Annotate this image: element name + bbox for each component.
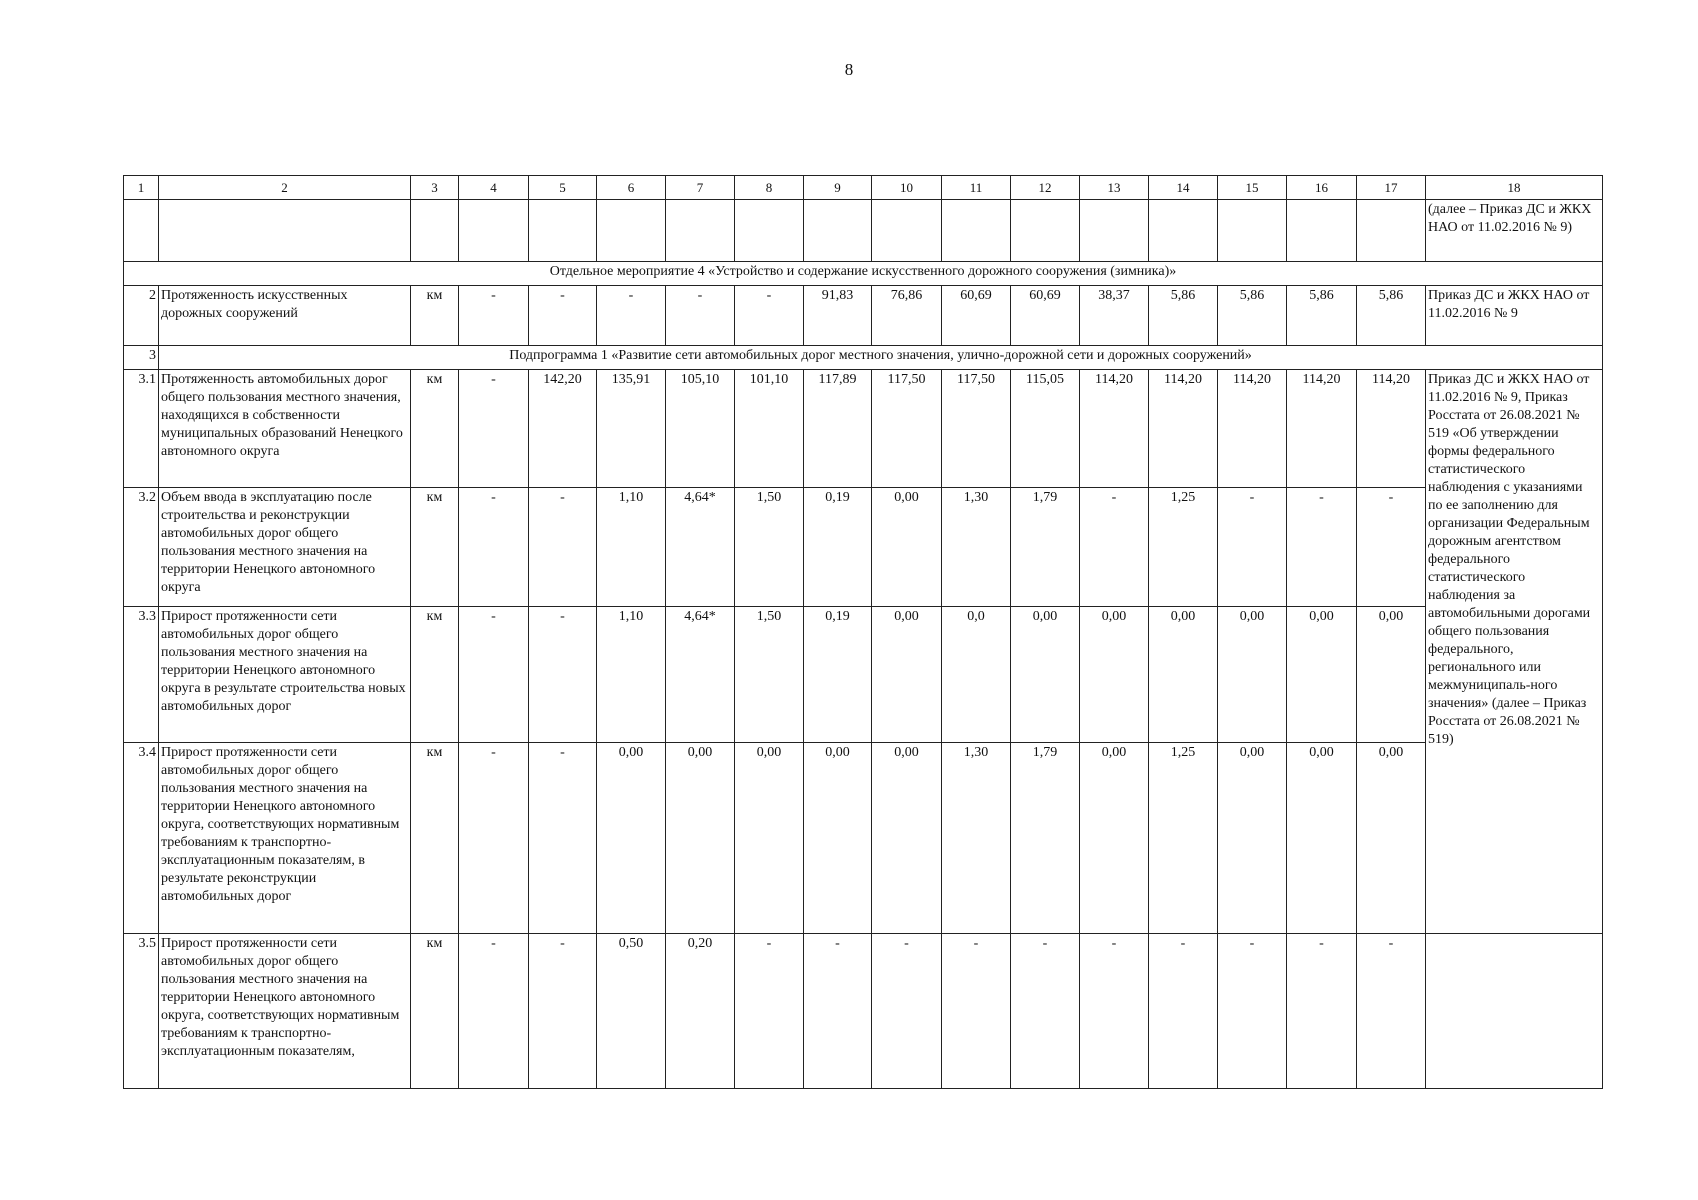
value-cell: 5,86 bbox=[1218, 286, 1287, 346]
value-cell: 1,79 bbox=[1011, 488, 1080, 607]
header-cell: 4 bbox=[459, 176, 529, 200]
value-cell: - bbox=[1357, 488, 1426, 607]
header-cell: 5 bbox=[529, 176, 597, 200]
value-cell: 0,20 bbox=[666, 934, 735, 1089]
table-row bbox=[124, 370, 1603, 488]
row-number: 3.5 bbox=[124, 934, 159, 1089]
value-cell: 0,00 bbox=[1218, 607, 1287, 743]
value-cell: 114,20 bbox=[1287, 370, 1357, 488]
value-cell: 0,00 bbox=[872, 607, 942, 743]
indicator-name: Прирост протяженности сети автомобильных дорог общего пользования местного значения на территории Ненецкого автономного округа в результате строительства новых автомобильных дорог bbox=[159, 607, 411, 743]
header-cell: 14 bbox=[1149, 176, 1218, 200]
value-cell: 0,00 bbox=[1357, 743, 1426, 934]
value-cell: 4,64* bbox=[666, 607, 735, 743]
header-cell: 6 bbox=[597, 176, 666, 200]
indicator-name: Протяженность искусственных дорожных сооружений bbox=[159, 286, 411, 346]
unit-cell: км bbox=[411, 607, 459, 743]
source-cell: Приказ ДС и ЖКХ НАО от 11.02.2016 № 9 bbox=[1426, 286, 1603, 346]
header-cell: 1 bbox=[124, 176, 159, 200]
value-cell: 0,00 bbox=[872, 488, 942, 607]
indicator-name: Протяженность автомобильных дорог общего пользования местного значения, находящихся в собственности муниципальных образований Ненецкого автономного округа bbox=[159, 370, 411, 488]
table-row bbox=[124, 607, 1603, 743]
value-cell: - bbox=[1287, 934, 1357, 1089]
row-number: 3 bbox=[124, 346, 159, 370]
value-cell: - bbox=[459, 743, 529, 934]
value-cell: 5,86 bbox=[1149, 286, 1218, 346]
indicators-table bbox=[123, 175, 1603, 1089]
header-cell: 16 bbox=[1287, 176, 1357, 200]
value-cell: 0,00 bbox=[1080, 743, 1149, 934]
row-number: 3.4 bbox=[124, 743, 159, 934]
value-cell: 0,00 bbox=[1218, 743, 1287, 934]
header-cell: 11 bbox=[942, 176, 1011, 200]
header-cell: 15 bbox=[1218, 176, 1287, 200]
value-cell: - bbox=[459, 370, 529, 488]
value-cell: 0,00 bbox=[666, 743, 735, 934]
row-number: 3.1 bbox=[124, 370, 159, 488]
value-cell: 0,00 bbox=[597, 743, 666, 934]
value-cell: - bbox=[666, 286, 735, 346]
header-cell: 2 bbox=[159, 176, 411, 200]
table-row-continuation bbox=[124, 200, 1603, 262]
value-cell: - bbox=[1080, 488, 1149, 607]
value-cell: 0,19 bbox=[804, 488, 872, 607]
value-cell: 0,00 bbox=[735, 743, 804, 934]
value-cell: 0,50 bbox=[597, 934, 666, 1089]
value-cell: 0,00 bbox=[1287, 743, 1357, 934]
value-cell: 5,86 bbox=[1357, 286, 1426, 346]
section-row-subprogram bbox=[124, 346, 1603, 370]
value-cell: 117,89 bbox=[804, 370, 872, 488]
value-cell: - bbox=[942, 934, 1011, 1089]
value-cell: - bbox=[459, 286, 529, 346]
value-cell: 0,00 bbox=[1011, 607, 1080, 743]
value-cell: 0,19 bbox=[804, 607, 872, 743]
value-cell: 105,10 bbox=[666, 370, 735, 488]
value-cell: - bbox=[529, 286, 597, 346]
indicator-name: Прирост протяженности сети автомобильных дорог общего пользования местного значения на территории Ненецкого автономного округа, соответствующих нормативным требованиям к транспортно-эксплуатационным показателям, bbox=[159, 934, 411, 1089]
header-cell: 7 bbox=[666, 176, 735, 200]
value-cell: - bbox=[459, 607, 529, 743]
header-row bbox=[124, 176, 1603, 200]
value-cell: 0,00 bbox=[872, 743, 942, 934]
table-row bbox=[124, 488, 1603, 607]
value-cell: - bbox=[529, 488, 597, 607]
value-cell: - bbox=[459, 488, 529, 607]
table-row bbox=[124, 934, 1603, 1089]
value-cell: - bbox=[1218, 488, 1287, 607]
value-cell: 1,79 bbox=[1011, 743, 1080, 934]
header-cell: 18 bbox=[1426, 176, 1603, 200]
row-number: 2 bbox=[124, 286, 159, 346]
value-cell: 1,30 bbox=[942, 743, 1011, 934]
row-number: 3.3 bbox=[124, 607, 159, 743]
value-cell: - bbox=[1357, 934, 1426, 1089]
value-cell: 76,86 bbox=[872, 286, 942, 346]
header-cell: 12 bbox=[1011, 176, 1080, 200]
value-cell: - bbox=[1080, 934, 1149, 1089]
value-cell: 0,00 bbox=[1149, 607, 1218, 743]
value-cell: 1,10 bbox=[597, 607, 666, 743]
value-cell: 135,91 bbox=[597, 370, 666, 488]
value-cell: - bbox=[1287, 488, 1357, 607]
indicator-name: Прирост протяженности сети автомобильных дорог общего пользования местного значения на территории Ненецкого автономного округа, соответствующих нормативным требованиям к транспортно-эксплуатационным показателям, в результате реконструкции автомобильных дорог bbox=[159, 743, 411, 934]
value-cell: 115,05 bbox=[1011, 370, 1080, 488]
header-cell: 9 bbox=[804, 176, 872, 200]
value-cell: 114,20 bbox=[1357, 370, 1426, 488]
value-cell: 0,00 bbox=[1287, 607, 1357, 743]
value-cell: - bbox=[1218, 934, 1287, 1089]
indicator-name: Объем ввода в эксплуатацию после строительства и реконструкции автомобильных дорог общего пользования местного значения на территории Ненецкого автономного округа bbox=[159, 488, 411, 607]
value-cell: - bbox=[804, 934, 872, 1089]
value-cell: - bbox=[735, 934, 804, 1089]
header-cell: 3 bbox=[411, 176, 459, 200]
value-cell: - bbox=[735, 286, 804, 346]
source-cell: Приказ ДС и ЖКХ НАО от 11.02.2016 № 9, Приказ Росстата от 26.08.2021 № 519 «Об утверждении формы федерального статистического наблюдения с указаниями по ее заполнению для организации Федеральным дорожным агентством федерального статистического наблюдения за автомобильными дорогами общего пользования федерального, регионального или межмуниципаль-ного значения» (далее – Приказ Росстата от 26.08.2021 № 519) bbox=[1426, 370, 1603, 934]
value-cell: 1,30 bbox=[942, 488, 1011, 607]
value-cell: 117,50 bbox=[872, 370, 942, 488]
value-cell: 1,50 bbox=[735, 607, 804, 743]
value-cell: - bbox=[529, 934, 597, 1089]
value-cell: - bbox=[1149, 934, 1218, 1089]
value-cell: - bbox=[529, 743, 597, 934]
row-number: 3.2 bbox=[124, 488, 159, 607]
value-cell: 38,37 bbox=[1080, 286, 1149, 346]
table-row bbox=[124, 286, 1603, 346]
value-cell: 114,20 bbox=[1080, 370, 1149, 488]
value-cell: 142,20 bbox=[529, 370, 597, 488]
value-cell: 91,83 bbox=[804, 286, 872, 346]
value-cell: 1,50 bbox=[735, 488, 804, 607]
empty-source-cell bbox=[1426, 934, 1603, 1089]
table-row bbox=[124, 743, 1603, 934]
value-cell: 101,10 bbox=[735, 370, 804, 488]
value-cell: 5,86 bbox=[1287, 286, 1357, 346]
source-cell: (далее – Приказ ДС и ЖКХ НАО от 11.02.2016 № 9) bbox=[1426, 200, 1603, 262]
value-cell: 4,64* bbox=[666, 488, 735, 607]
value-cell: 0,00 bbox=[1357, 607, 1426, 743]
value-cell: - bbox=[597, 286, 666, 346]
unit-cell: км bbox=[411, 743, 459, 934]
page-number: 8 bbox=[844, 60, 854, 79]
section-row-event4 bbox=[124, 262, 1603, 286]
value-cell: - bbox=[529, 607, 597, 743]
value-cell: 1,25 bbox=[1149, 743, 1218, 934]
value-cell: 0,00 bbox=[804, 743, 872, 934]
unit-cell: км bbox=[411, 370, 459, 488]
value-cell: - bbox=[872, 934, 942, 1089]
value-cell: 1,25 bbox=[1149, 488, 1218, 607]
header-cell: 10 bbox=[872, 176, 942, 200]
unit-cell: км bbox=[411, 488, 459, 607]
value-cell: - bbox=[1011, 934, 1080, 1089]
section-title: Отдельное мероприятие 4 «Устройство и содержание искусственного дорожного сооружения (зимника)» bbox=[124, 262, 1603, 286]
section-title: Подпрограмма 1 «Развитие сети автомобильных дорог местного значения, улично-дорожной сети и дорожных сооружений» bbox=[159, 346, 1603, 370]
value-cell: 114,20 bbox=[1149, 370, 1218, 488]
value-cell: 60,69 bbox=[942, 286, 1011, 346]
value-cell: - bbox=[459, 934, 529, 1089]
unit-cell: км bbox=[411, 934, 459, 1089]
value-cell: 0,0 bbox=[942, 607, 1011, 743]
header-cell: 17 bbox=[1357, 176, 1426, 200]
value-cell: 1,10 bbox=[597, 488, 666, 607]
value-cell: 117,50 bbox=[942, 370, 1011, 488]
header-cell: 13 bbox=[1080, 176, 1149, 200]
value-cell: 60,69 bbox=[1011, 286, 1080, 346]
unit-cell: км bbox=[411, 286, 459, 346]
value-cell: 0,00 bbox=[1080, 607, 1149, 743]
value-cell: 114,20 bbox=[1218, 370, 1287, 488]
header-cell: 8 bbox=[735, 176, 804, 200]
